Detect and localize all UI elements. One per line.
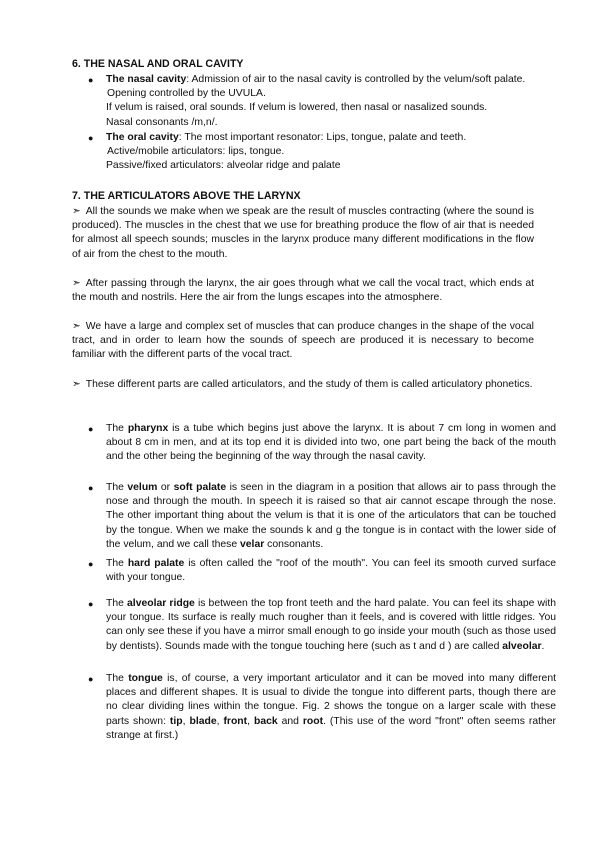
separator: , bbox=[182, 715, 190, 727]
tongue-pre: The bbox=[106, 673, 129, 684]
arrow-bullet-icon: ➣ bbox=[72, 321, 81, 332]
velum-or: or bbox=[157, 482, 174, 493]
tongue-text: is, of course, a very important articulator and it can be moved into many different places and different shapes. It is usual to divide the tongue into different parts, though there are no clear dividing lines within the tongue. Fig. 2 shows the tongue on a larger scale with these parts shown: bbox=[106, 673, 556, 727]
alveolar-pre: The bbox=[106, 598, 128, 609]
paragraph-1-text: All the sounds we make when we speak are the result of muscles contracting (where the sound is produced). The muscles in the chest that we use for breathing produce the flow of air that is needed for almost all speech sounds; muscles in the larynx produce many different modifications in the flow of air from the chest to the mouth. bbox=[72, 206, 534, 260]
alveolar-end: . bbox=[541, 640, 545, 652]
bullet-icon: ● bbox=[88, 599, 94, 609]
bullet-icon: ● bbox=[88, 559, 94, 569]
tongue-end: . (This use of the word "front" often seems rather strange at first.) bbox=[106, 715, 556, 741]
bullet-icon: ● bbox=[88, 674, 94, 684]
nasal-cavity-text: : Admission of air to the nasal cavity is controlled by the velum/soft palate. bbox=[186, 74, 526, 85]
velar-term: velar bbox=[240, 538, 265, 550]
alveolar-term: alveolar bbox=[502, 640, 542, 652]
oral-line-3: Passive/fixed articulators: alveolar ridge and palate bbox=[106, 160, 341, 172]
nasal-cavity-term: The nasal cavity bbox=[106, 74, 187, 85]
separator: and bbox=[277, 715, 303, 727]
hard-palate-pre: The bbox=[106, 558, 128, 569]
pharynx-text: is a tube which begins just above the larynx. It is about 7 cm long in women and about 8 cm in men, and at its top end it is divided into two, one part being the back of the mouth and the other being the beginning of the way through the nasal cavity. bbox=[106, 423, 557, 463]
list-item-hard-palate bbox=[88, 557, 556, 585]
soft-palate-term: soft palate bbox=[173, 482, 227, 493]
nasal-line-2: Opening controlled by the UVULA. bbox=[107, 88, 266, 100]
hard-palate-term: hard palate bbox=[127, 558, 185, 569]
pharynx-pre: The bbox=[106, 423, 128, 434]
bullet-icon: ● bbox=[88, 424, 94, 434]
alveolar-ridge-term: alveolar ridge bbox=[127, 598, 195, 609]
separator: , bbox=[247, 715, 254, 727]
paragraph-2-text: After passing through the larynx, the air goes through what we call the vocal tract, which ends at the mouth and nostrils. Here the air from the lungs escapes into the atmosphere. bbox=[72, 278, 534, 304]
hard-palate-text: is often called the "roof of the mouth". You can feel its smooth curved surface with your tongue. bbox=[106, 558, 556, 584]
velum-end: consonants. bbox=[264, 538, 324, 550]
alveolar-text: is between the top front teeth and the hard palate. You can feel its shape with your tongue. Its surface is really much rougher than it feels, and is covered with little ridges. You can only see these if you have a mirror small enough to go inside your mouth (such as those used by dentists). Sounds made with the tongue touching here (such as t and d ) are called bbox=[106, 598, 556, 652]
paragraph-3 bbox=[72, 320, 534, 363]
tongue-part-back: back bbox=[253, 715, 278, 727]
oral-cavity-term: The oral cavity bbox=[106, 132, 179, 143]
list-item-tongue bbox=[88, 672, 556, 743]
section-6-heading: 6. THE NASAL AND ORAL CAVITY bbox=[72, 58, 244, 70]
arrow-bullet-icon: ➣ bbox=[72, 379, 81, 390]
list-item-nasal-cavity bbox=[88, 73, 556, 130]
paragraph-4-text: These different parts are called articulators, and the study of them is called articulatory phonetics. bbox=[85, 379, 533, 390]
tongue-term: tongue bbox=[128, 673, 163, 684]
list-item-alveolar-ridge bbox=[88, 597, 556, 654]
oral-cavity-text: : The most important resonator: Lips, tongue, palate and teeth. bbox=[178, 132, 467, 143]
pharynx-term: pharynx bbox=[127, 423, 169, 434]
tongue-part-tip: tip bbox=[169, 715, 183, 727]
paragraph-2 bbox=[72, 277, 534, 305]
arrow-bullet-icon: ➣ bbox=[72, 278, 81, 289]
separator: , bbox=[216, 715, 224, 727]
tongue-part-blade: blade bbox=[189, 715, 217, 727]
oral-line-2: Active/mobile articulators: lips, tongue. bbox=[107, 146, 285, 158]
nasal-line-3: If velum is raised, oral sounds. If velum is lowered, then nasal or nasalized sounds. bbox=[106, 102, 488, 114]
velum-pre: The bbox=[106, 482, 128, 493]
nasal-line-4: Nasal consonants /m,n/. bbox=[106, 116, 218, 128]
list-item-oral-cavity bbox=[88, 131, 556, 174]
paragraph-3-text: We have a large and complex set of muscles that can produce changes in the shape of the vocal tract, and in order to learn how the sounds of speech are produced it is necessary to become familiar with the different parts of the vocal tract. bbox=[72, 321, 534, 361]
paragraph-4 bbox=[72, 378, 534, 392]
velum-term: velum bbox=[127, 482, 158, 493]
list-item-pharynx bbox=[88, 422, 557, 465]
arrow-bullet-icon: ➣ bbox=[72, 206, 81, 217]
velum-text: is seen in the diagram in a position that allows air to pass through the nose and through the mouth. In speech it is raised so that air cannot escape through the nose. The other important thing about the velum is that it is one of the articulators that can be touched by the tongue. When we make the sounds k and g the tongue is in contact with the lower side of the velum, and we call these bbox=[106, 482, 556, 550]
section-7-heading: 7. THE ARTICULATORS ABOVE THE LARYNX bbox=[72, 190, 301, 202]
paragraph-1 bbox=[72, 205, 534, 262]
bullet-icon: ● bbox=[88, 483, 94, 493]
tongue-part-front: front bbox=[223, 715, 248, 727]
bullet-icon: ● bbox=[88, 133, 94, 143]
list-item-velum bbox=[88, 481, 556, 552]
tongue-part-root: root bbox=[302, 715, 324, 727]
bullet-icon: ● bbox=[88, 75, 94, 85]
